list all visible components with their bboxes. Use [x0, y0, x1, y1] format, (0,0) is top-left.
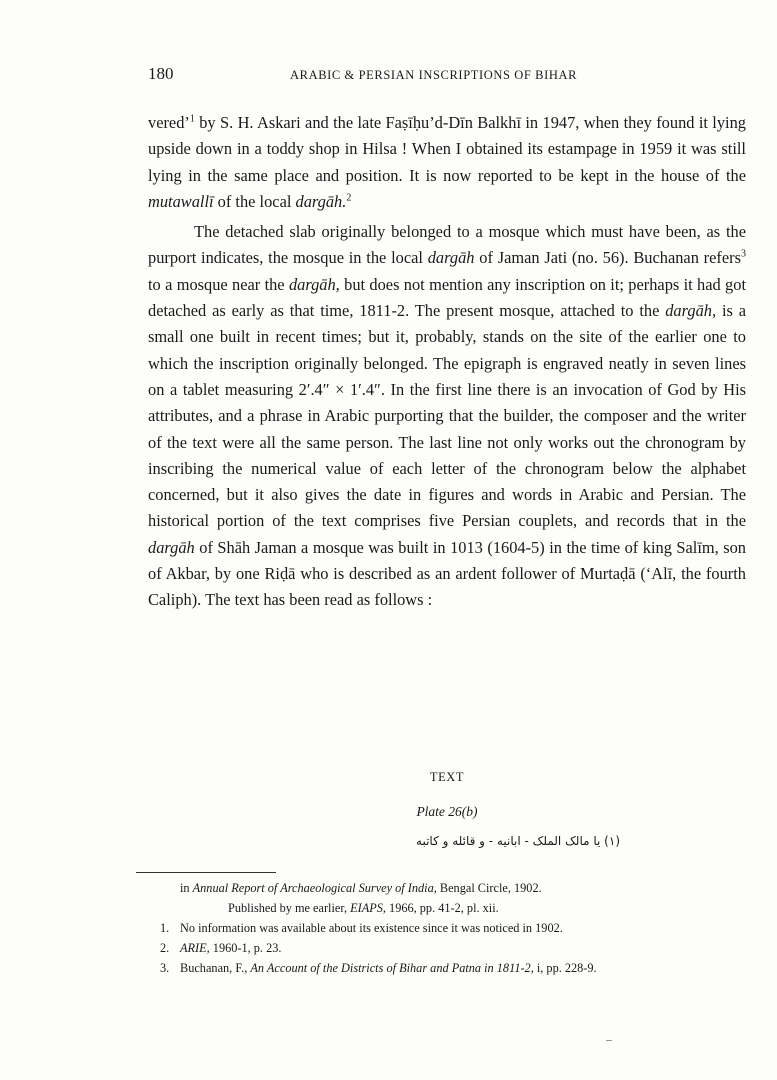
footnote-number: 2. [160, 941, 170, 955]
italic-term: dargāh. [295, 191, 347, 211]
italic-term: mutawallī [148, 191, 214, 211]
print-mark [606, 1040, 612, 1041]
arabic-inscription-line: (۱) یا مالک الملک - ابانیه - و قائله و کاتبه [416, 834, 620, 848]
text-run: Buchanan, F., [180, 961, 251, 975]
footnote-text: No information was available about its existence since it was noticed in 1902. [180, 921, 563, 935]
paragraph-2 [148, 219, 746, 613]
italic-term: dargāh [148, 537, 195, 557]
text-run: of Shāh Jaman a mosque was built in 1013 (1604-5) in the time of king Salīm, son of Akbar, by one Riḍā who is described as an ardent follower of Murtaḍā (‘Alī, the fourth Caliph). The text has been read as follows : [148, 537, 746, 610]
text-run: in [180, 881, 193, 895]
italic-term: dargāh, [288, 274, 340, 294]
footnote-3 [160, 958, 750, 978]
italic-title: EIAPS, [350, 901, 386, 915]
italic-title: Annual Report of Archaeological Survey of India, [192, 881, 437, 895]
text-run: but does not mention any inscription on it; perhaps it had got detached as early as that time, 1811-2. The present mosque, attached to the [148, 274, 747, 321]
text-run: Bengal Circle, 1902. [436, 881, 542, 895]
footnote-continuation [160, 878, 750, 898]
text-run: of Jaman Jati (no. 56). Buchanan refers [474, 248, 741, 268]
footnote-2 [160, 938, 750, 958]
text-run: to a mosque near the [148, 274, 289, 294]
footnote-number: 1. [160, 921, 170, 935]
italic-term: dargāh [427, 248, 475, 268]
page-header [148, 64, 748, 88]
footnote-1 [160, 918, 750, 938]
section-heading-text: TEXT [429, 770, 465, 784]
text-run: vered’ [148, 113, 190, 132]
paragraph-1 [148, 110, 746, 215]
page-number: 180 [148, 64, 174, 83]
footnote-ref-1: 1 [189, 113, 195, 125]
italic-title: ARIE, [180, 941, 210, 955]
footnote-divider [136, 872, 276, 873]
footnotes [160, 878, 750, 978]
italic-title: An Account of the Districts of Bihar and Patna in 1811-2, [250, 961, 534, 975]
text-run: Published by me earlier, [228, 901, 351, 915]
text-run: 1960-1, p. 23. [209, 941, 282, 955]
italic-term: dargāh, [665, 301, 717, 321]
plate-reference: Plate 26(b) [416, 804, 478, 819]
text-run: 1966, pp. 41-2, pl. xii. [385, 901, 499, 915]
text-run: of the local [213, 191, 296, 211]
footnote-number: 3. [160, 961, 170, 975]
body-text [148, 110, 746, 614]
text-run: i, pp. 228-9. [533, 961, 597, 975]
text-run: The detached slab originally belonged to a mosque which must have been, as the purport indicates, the mosque in the local [148, 222, 746, 268]
footnote-continuation [160, 898, 750, 918]
footnote-ref-2: 2 [346, 192, 352, 204]
footnote-ref-3: 3 [741, 249, 746, 261]
text-run: is a small one built in recent times; but it, probably, stands on the site of the earlier one to which the inscription originally belonged. The epigraph is engraved neatly in seven lines on a tablet measuring 2′.4″ × 1′.4″. In the first line there is an invocation of God by His attributes, and a phrase in Arabic purporting that the builder, the composer and the writer of the text were all the same person. The last line not only works out the chronogram by inscribing the numerical value of each letter of the chronogram below the alphabet concerned, but it also gives the date in figures and words in Arabic and Persian. The historical portion of the text comprises five Persian couplets, and records that in the [148, 301, 747, 531]
running-head: ARABIC & PERSIAN INSCRIPTIONS OF BIHAR [290, 68, 578, 82]
text-run: by S. H. Askari and the late Faṣīḥu’d-Dīn Balkhī in 1947, when they found it lying upside down in a toddy shop in Hilsa ! When I obtained its estampage in 1959 it was still lying in the same place and position. It is now reported to be kept in the house of the [148, 113, 746, 185]
